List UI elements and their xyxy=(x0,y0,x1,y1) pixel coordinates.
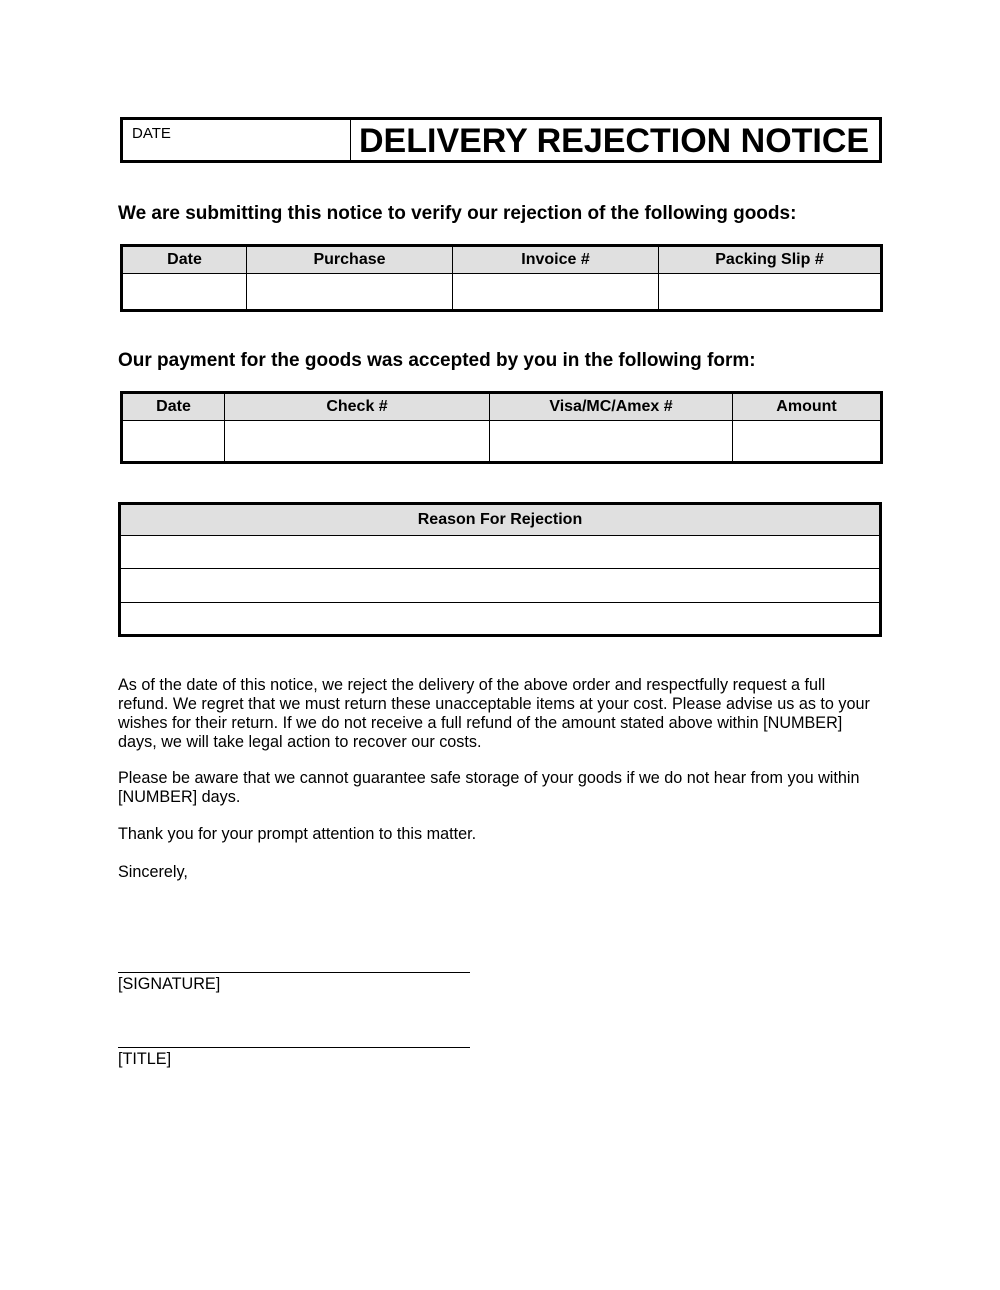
payment-check-cell[interactable] xyxy=(225,421,490,463)
payment-amount-cell[interactable] xyxy=(733,421,882,463)
paragraph-1 xyxy=(118,676,888,752)
paragraph-2 xyxy=(118,769,888,807)
goods-invoice-cell[interactable] xyxy=(453,274,659,311)
payment-table-header-row xyxy=(122,393,882,421)
goods-table-header-row xyxy=(122,246,882,274)
goods-col-invoice: Invoice # xyxy=(453,246,659,274)
payment-col-card: Visa/MC/Amex # xyxy=(490,393,733,421)
paragraph-1-line: wishes for their return. If we do not receive a full refund of the amount stated above within [NUMBER] xyxy=(118,714,843,732)
goods-purchase-cell[interactable] xyxy=(247,274,453,311)
payment-date-cell[interactable] xyxy=(122,421,225,463)
signature-line xyxy=(118,972,470,973)
header-box xyxy=(120,117,882,163)
goods-col-packing-slip: Packing Slip # xyxy=(659,246,882,274)
payment-col-date: Date xyxy=(122,393,225,421)
goods-table xyxy=(120,244,883,312)
reason-line-2[interactable] xyxy=(120,569,881,602)
reason-line-3[interactable] xyxy=(120,602,881,635)
title-line xyxy=(118,1047,470,1048)
closing: Sincerely, xyxy=(118,863,188,881)
payment-card-cell[interactable] xyxy=(490,421,733,463)
paragraph-2-line: Please be aware that we cannot guarantee safe storage of your goods if we do not hear from you within xyxy=(118,769,860,787)
paragraph-3: Thank you for your prompt attention to this matter. xyxy=(118,825,477,843)
paragraph-1-line: As of the date of this notice, we reject the delivery of the above order and respectfully request a full xyxy=(118,676,826,694)
paragraph-1-line: days, we will take legal action to recover our costs. xyxy=(118,733,482,751)
payment-table-row xyxy=(122,421,882,463)
reason-table xyxy=(118,502,882,637)
goods-table-row xyxy=(122,274,882,311)
payment-col-amount: Amount xyxy=(733,393,882,421)
reason-header: Reason For Rejection xyxy=(120,504,881,536)
goods-heading: We are submitting this notice to verify our rejection of the following goods: xyxy=(118,203,797,224)
title-label: [TITLE] xyxy=(118,1050,172,1068)
payment-col-check: Check # xyxy=(225,393,490,421)
signature-label: [SIGNATURE] xyxy=(118,975,221,993)
paragraph-1-line: refund. We regret that we must return these unacceptable items at your cost. Please advise us as to your xyxy=(118,695,870,713)
goods-col-date: Date xyxy=(122,246,247,274)
reason-row-1 xyxy=(120,536,881,569)
reason-row-3 xyxy=(120,602,881,635)
reason-line-1[interactable] xyxy=(120,536,881,569)
goods-packing-slip-cell[interactable] xyxy=(659,274,882,311)
date-label: DATE xyxy=(123,120,351,160)
reason-table-header-row xyxy=(120,504,881,536)
reason-row-2 xyxy=(120,569,881,602)
page-title: DELIVERY REJECTION NOTICE xyxy=(359,122,870,160)
goods-col-purchase: Purchase xyxy=(247,246,453,274)
payment-heading: Our payment for the goods was accepted by you in the following form: xyxy=(118,350,756,371)
paragraph-2-line: [NUMBER] days. xyxy=(118,788,241,806)
goods-date-cell[interactable] xyxy=(122,274,247,311)
payment-table xyxy=(120,391,883,464)
